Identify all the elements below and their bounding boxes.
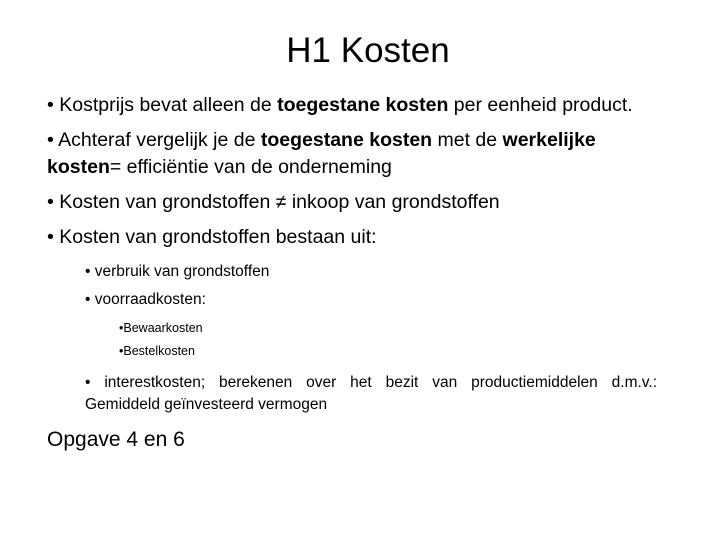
bullet-icon: • xyxy=(85,374,91,391)
bullet-icon: • xyxy=(85,263,91,280)
bullet-text: Kosten van grondstoffen ≠ inkoop van grondstoffen xyxy=(59,191,500,213)
sub-bullet-item-2 xyxy=(47,289,657,311)
bullet-text xyxy=(59,94,632,116)
bullet-icon: • xyxy=(47,191,54,213)
bullet-item-1 xyxy=(47,92,657,119)
bold-text-run: toegestane kosten xyxy=(277,94,449,116)
text-run: Kostprijs bevat alleen de xyxy=(59,94,278,116)
sub-sub-bullet-item-2 xyxy=(47,342,657,360)
bullet-text: Bewaarkosten xyxy=(123,321,203,335)
text-run: = efficiëntie van de onderneming xyxy=(109,156,392,178)
text-run: per eenheid product. xyxy=(448,94,633,116)
bullet-text: interestkosten; berekenen over het bezit van productiemiddelen d.m.v.: Gemiddeld geïnvesteerd vermogen xyxy=(85,374,658,413)
sub-bullet-item-3 xyxy=(47,372,657,416)
text-run: Achteraf vergelijk je de xyxy=(58,129,261,151)
footer-text: Opgave 4 en 6 xyxy=(47,428,185,451)
bullet-item-3 xyxy=(47,189,657,216)
bullet-icon: • xyxy=(119,344,124,358)
bullet-text xyxy=(47,129,596,178)
bullet-text: voorraadkosten: xyxy=(94,291,206,308)
bullet-icon: • xyxy=(47,129,54,151)
bullet-icon: • xyxy=(47,94,54,116)
slide-title: H1 Kosten xyxy=(286,31,450,70)
slide-body xyxy=(47,92,657,454)
bold-text-run: werkelijke kosten xyxy=(47,129,596,178)
bullet-text: verbruik van grondstoffen xyxy=(94,263,270,280)
sub-sub-bullet-item-1 xyxy=(47,319,657,337)
bullet-icon: • xyxy=(47,226,54,248)
bullet-item-2 xyxy=(47,127,657,181)
bold-text-run: toegestane kosten xyxy=(260,129,433,151)
bullet-text: Bestelkosten xyxy=(123,344,195,358)
sub-bullet-item-1 xyxy=(47,261,657,283)
bullet-icon: • xyxy=(85,291,91,308)
text-run: met de xyxy=(432,129,503,151)
bullet-item-4 xyxy=(47,224,657,251)
bullet-icon: • xyxy=(119,321,124,335)
bullet-text: Kosten van grondstoffen bestaan uit: xyxy=(59,226,377,248)
